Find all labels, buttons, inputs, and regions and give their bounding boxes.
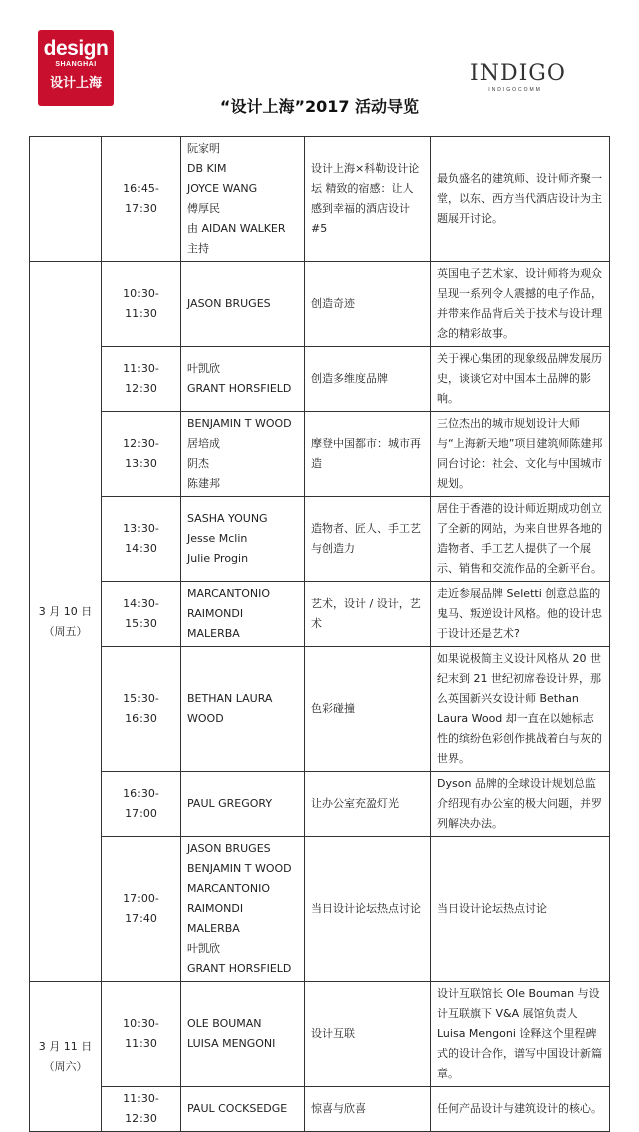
speaker-name: JOYCE WANG bbox=[187, 182, 258, 195]
weekday-label: （周五） bbox=[43, 624, 88, 638]
speaker-name: BETHAN LAURA WOOD bbox=[187, 692, 273, 725]
speaker-name: OLE BOUMAN bbox=[187, 1017, 262, 1030]
description-cell: 最负盛名的建筑师、设计师齐聚一堂，以东、西方当代酒店设计为主题展开讨论。 bbox=[431, 137, 610, 262]
description-cell: 英国电子艺术家、设计师将为观众呈现一系列令人震撼的电子作品，并带来作品背后关于技术与设计理念的精彩故事。 bbox=[431, 262, 610, 347]
speaker-name: BENJAMIN T WOOD bbox=[187, 862, 292, 875]
topic-cell: 惊喜与欣喜 bbox=[305, 1087, 431, 1132]
speaker-name: Julie Progin bbox=[187, 552, 249, 565]
topic-cell: 让办公室充盈灯光 bbox=[305, 772, 431, 837]
time-cell: 14:30-15:30 bbox=[102, 582, 181, 647]
topic-cell: 艺术，设计 / 设计，艺术 bbox=[305, 582, 431, 647]
speaker-cell bbox=[181, 582, 305, 647]
time-cell: 13:30-14:30 bbox=[102, 497, 181, 582]
speaker-cell bbox=[181, 412, 305, 497]
description-cell: 三位杰出的城市规划设计大师与“上海新天地”项目建筑师陈建邦同台讨论：社会、文化与中国城市规划。 bbox=[431, 412, 610, 497]
table-row bbox=[30, 137, 610, 262]
description-cell: 如果说极简主义设计风格从 20 世纪末到 21 世纪初席卷设计界，那么英国新兴女设计师 Bethan Laura Wood 却一直在以她标志性的缤纷色彩创作挑战着白与灰的世界。 bbox=[431, 647, 610, 772]
speaker-name: 叶凯欣 bbox=[187, 942, 220, 955]
speaker-name: DB KIM bbox=[187, 162, 227, 175]
speaker-name: GRANT HORSFIELD bbox=[187, 962, 292, 975]
speaker-name: 傅厚民 bbox=[187, 202, 220, 215]
time-cell: 16:30-17:00 bbox=[102, 772, 181, 837]
speaker-name: MARCANTONIO bbox=[187, 587, 271, 600]
speaker-name: 由 AIDAN WALKER 主持 bbox=[187, 222, 286, 255]
speaker-name: 陈建邦 bbox=[187, 477, 220, 490]
speaker-name: RAIMONDI MALERBA bbox=[187, 607, 244, 640]
speaker-name: 阴杰 bbox=[187, 457, 209, 470]
time-cell: 16:45-17:30 bbox=[102, 137, 181, 262]
speaker-name: GRANT HORSFIELD bbox=[187, 382, 292, 395]
table-row bbox=[30, 347, 610, 412]
date-cell bbox=[30, 262, 102, 982]
speaker-name: SASHA YOUNG bbox=[187, 512, 268, 525]
topic-cell: 创造奇迹 bbox=[305, 262, 431, 347]
speaker-name: MARCANTONIO bbox=[187, 882, 271, 895]
speaker-cell bbox=[181, 347, 305, 412]
speaker-cell bbox=[181, 1087, 305, 1132]
time-cell: 15:30-16:30 bbox=[102, 647, 181, 772]
table-row bbox=[30, 582, 610, 647]
topic-cell: 造物者、匠人、手工艺与创造力 bbox=[305, 497, 431, 582]
table-row bbox=[30, 497, 610, 582]
speaker-cell bbox=[181, 837, 305, 982]
indigo-logo-word: INDIGO bbox=[470, 61, 566, 86]
table-row bbox=[30, 647, 610, 772]
speaker-name: 阮家明 bbox=[187, 142, 220, 155]
description-cell: 任何产品设计与建筑设计的核心。 bbox=[431, 1087, 610, 1132]
logo-word-chinese: 设计上海 bbox=[49, 76, 102, 91]
weekday-label: （周六） bbox=[43, 1059, 88, 1073]
speaker-cell bbox=[181, 772, 305, 837]
description-cell: 走近参展品牌 Seletti 创意总监的鬼马、叛逆设计风格。他的设计忠于设计还是艺术? bbox=[431, 582, 610, 647]
indigocomm-logo bbox=[470, 61, 566, 94]
table-row bbox=[30, 262, 610, 347]
time-cell: 11:30-12:30 bbox=[102, 347, 181, 412]
speaker-cell bbox=[181, 647, 305, 772]
speaker-cell bbox=[181, 497, 305, 582]
logo-word-design: design bbox=[43, 37, 109, 60]
speaker-name: Jesse Mclin bbox=[187, 532, 248, 545]
date-cell bbox=[30, 982, 102, 1132]
logo-word-shanghai: SHANGHAI bbox=[55, 61, 97, 68]
description-cell: 关于裸心集团的现象级品牌发展历史，谈谈它对中国本土品牌的影响。 bbox=[431, 347, 610, 412]
speaker-name: JASON BRUGES bbox=[187, 297, 271, 310]
table-row bbox=[30, 837, 610, 982]
description-cell: 当日设计论坛热点讨论 bbox=[431, 837, 610, 982]
date-label: 3 月 11 日 bbox=[38, 1039, 93, 1053]
table-row bbox=[30, 412, 610, 497]
time-cell: 10:30-11:30 bbox=[102, 982, 181, 1087]
date-cell bbox=[30, 137, 102, 262]
time-cell: 12:30-13:30 bbox=[102, 412, 181, 497]
description-cell: Dyson 品牌的全球设计规划总监介绍现有办公室的极大问题，并罗列解决办法。 bbox=[431, 772, 610, 837]
table-row bbox=[30, 1087, 610, 1132]
speaker-name: LUISA MENGONI bbox=[187, 1037, 276, 1050]
topic-cell: 当日设计论坛热点讨论 bbox=[305, 837, 431, 982]
speaker-name: RAIMONDI MALERBA bbox=[187, 902, 244, 935]
schedule-body bbox=[30, 137, 610, 1132]
description-cell: 居住于香港的设计师近期成功创立了全新的网站，为来自世界各地的造物者、手工艺人提供了一个展示、销售和交流作品的全新平台。 bbox=[431, 497, 610, 582]
time-cell: 11:30-12:30 bbox=[102, 1087, 181, 1132]
date-label: 3 月 10 日 bbox=[38, 604, 93, 618]
speaker-name: PAUL GREGORY bbox=[187, 797, 273, 810]
schedule-table bbox=[29, 136, 610, 1132]
description-cell: 设计互联馆长 Ole Bouman 与设计互联旗下 V&A 展馆负责人 Luisa Mengoni 诠释这个里程碑式的设计合作，谱写中国设计新篇章。 bbox=[431, 982, 610, 1087]
speaker-name: BENJAMIN T WOOD bbox=[187, 417, 292, 430]
speaker-name: 叶凯欣 bbox=[187, 362, 220, 375]
page-title: “设计上海”2017 活动导览 bbox=[219, 97, 420, 116]
time-cell: 17:00-17:40 bbox=[102, 837, 181, 982]
topic-cell: 设计互联 bbox=[305, 982, 431, 1087]
speaker-cell bbox=[181, 137, 305, 262]
indigo-logo-subtext: INDIGOCOMM bbox=[488, 87, 542, 93]
table-row bbox=[30, 982, 610, 1087]
speaker-cell bbox=[181, 262, 305, 347]
speaker-name: JASON BRUGES bbox=[187, 842, 271, 855]
table-row bbox=[30, 772, 610, 837]
topic-cell: 创造多维度品牌 bbox=[305, 347, 431, 412]
speaker-name: 居培成 bbox=[187, 437, 220, 450]
topic-cell: 色彩碰撞 bbox=[305, 647, 431, 772]
speaker-cell bbox=[181, 982, 305, 1087]
speaker-name: PAUL COCKSEDGE bbox=[187, 1102, 288, 1115]
topic-cell: 设计上海×科勒设计论坛 精致的宿感：让人感到幸福的酒店设计 #5 bbox=[305, 137, 431, 262]
topic-cell: 摩登中国都市：城市再造 bbox=[305, 412, 431, 497]
time-cell: 10:30-11:30 bbox=[102, 262, 181, 347]
